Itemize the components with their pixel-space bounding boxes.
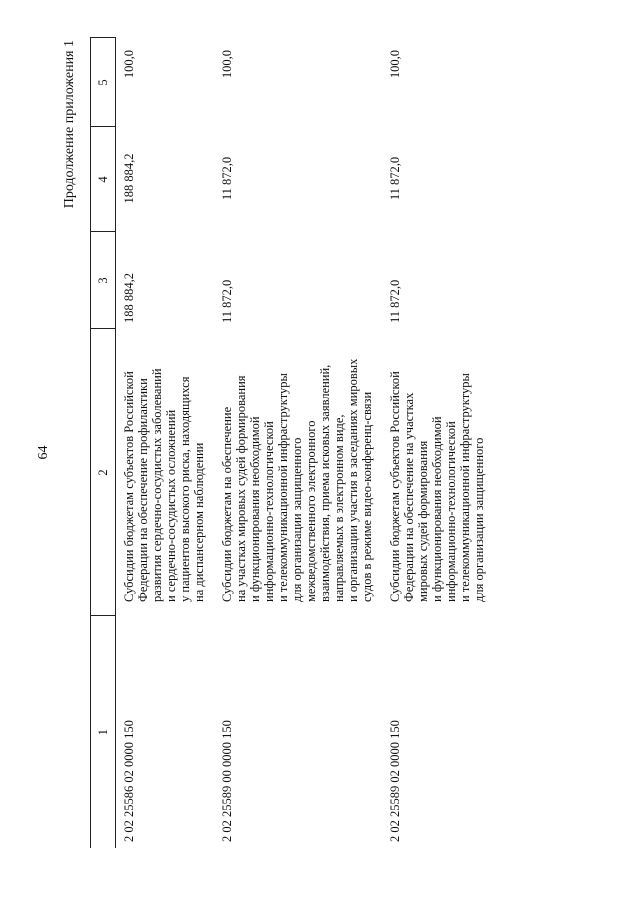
description-line: развития сердечно-сосудистых заболеваний [150,368,164,602]
header-col-1: 1 [91,616,116,848]
table-row [214,38,382,848]
description-cell [382,329,494,616]
description-line: и функционирования необходимой [248,416,262,602]
value-col-4: 11 872,0 [220,156,234,201]
budget-code: 2 02 25586 02 0000 150 [122,720,136,842]
value-col-3: 11 872,0 [388,279,402,323]
appendix-table [90,38,494,849]
description-line: направляемых в электронном виде, [332,414,346,602]
header-col-4: 4 [91,127,116,232]
table-header-row [91,38,116,848]
description-line: Федерации на обеспечение на участках [402,392,416,602]
value-col-3: 11 872,0 [220,279,234,323]
description-line: информационно-технологической [262,421,276,602]
value-col-3: 188 884,2 [122,273,136,323]
description-line: взаимодействия, приема исковых заявлений, [318,364,332,602]
description-line: на диспансерном наблюдении [192,442,206,602]
value-col-5: 100,0 [388,50,402,79]
description-line: и сердечно-сосудистых осложнений [164,409,178,602]
description-line: и телекоммуникационной инфраструктуры [276,373,290,602]
table-row [116,38,215,848]
description-line: судов в режиме видео-конференц-связи [360,391,374,602]
value-col-5: 100,0 [220,50,234,79]
description-line: Субсидии бюджетам субъектов Российской [388,371,402,602]
continuation-label: Продолжение приложения 1 [62,40,77,209]
header-col-3: 3 [91,232,116,329]
description-line: для организации защищенного [290,437,304,602]
description-line: и организации участия в заседаниях мировых [346,358,360,602]
budget-code: 2 02 25589 02 0000 150 [388,720,402,842]
value-col-4: 188 884,2 [122,153,136,204]
budget-code: 2 02 25589 00 0000 150 [220,720,234,842]
description-line: Федерации на обеспечение профилактики [136,378,150,602]
header-col-2: 2 [91,329,116,616]
page-number: 64 [36,445,51,460]
description-line: и телекоммуникационной инфраструктуры [458,373,472,602]
description-line: и функционирования необходимой [430,416,444,602]
table-row [382,38,494,848]
description-cell [116,329,215,616]
value-col-5: 100,0 [122,50,136,79]
description-line: у пациентов высокого риска, находящихся [178,376,192,602]
description-line: информационно-технологической [444,421,458,602]
header-col-5: 5 [91,38,116,127]
description-line: для организации защищенного [472,437,486,602]
description-cell [214,329,382,616]
description-line: мировых судей формирования [416,440,430,602]
description-line: на участках мировых судей формирования [234,375,248,602]
value-col-4: 11 872,0 [388,156,402,201]
description-line: Субсидии бюджетам субъектов Российской [122,371,136,602]
description-line: межведомственного электронного [304,420,318,602]
description-line: Субсидии бюджетам на обеспечение [220,406,234,602]
